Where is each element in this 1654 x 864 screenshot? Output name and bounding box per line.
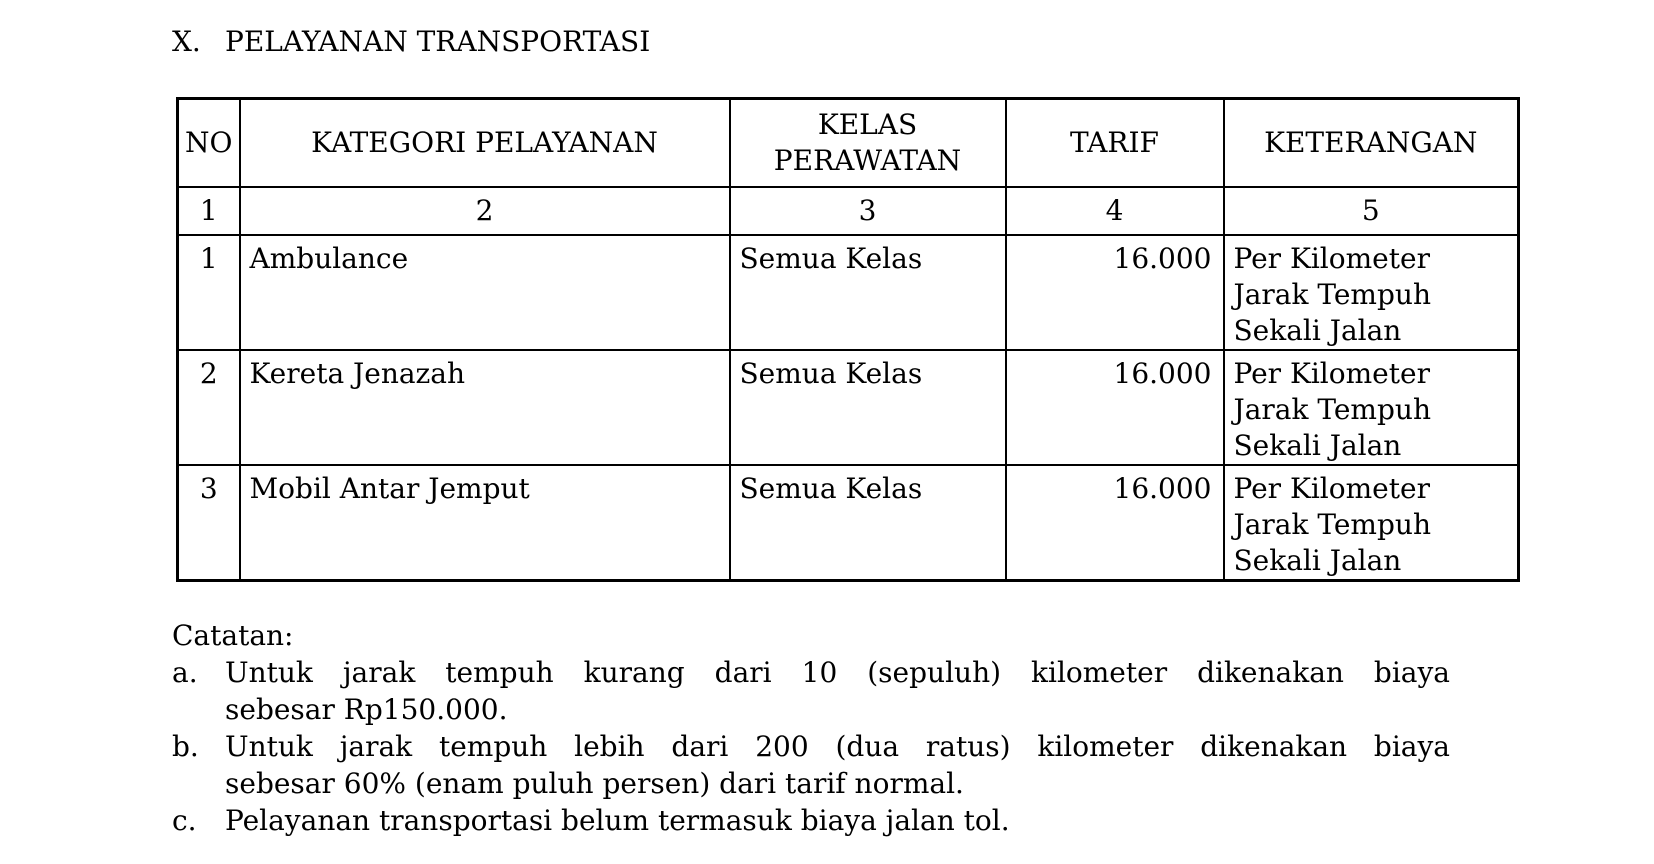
note-body [225, 654, 1450, 728]
table-row [178, 465, 1519, 581]
keterangan-line: Sekali Jalan [1233, 313, 1402, 347]
keterangan-line: Jarak Tempuh [1233, 507, 1431, 541]
header-tarif: TARIF [1006, 99, 1224, 187]
table-header-row [178, 99, 1519, 187]
note-line: sebesar Rp150.000. [225, 693, 508, 726]
keterangan-line: Jarak Tempuh [1233, 277, 1431, 311]
note-item-a [172, 654, 1450, 728]
row-keterangan [1224, 235, 1519, 350]
row-kategori: Mobil Antar Jemput [240, 465, 730, 581]
note-body [225, 802, 1450, 839]
colnum-2: 2 [240, 187, 730, 235]
keterangan-line: Jarak Tempuh [1233, 392, 1431, 426]
row-no: 3 [178, 465, 240, 581]
notes-section [172, 617, 1450, 839]
section-title-text: PELAYANAN TRANSPORTASI [225, 25, 651, 58]
row-kategori: Kereta Jenazah [240, 350, 730, 465]
row-tarif: 16.000 [1006, 350, 1224, 465]
section-numeral: X. [172, 25, 201, 58]
tariff-table [176, 97, 1520, 582]
notes-heading: Catatan: [172, 619, 294, 652]
row-kelas: Semua Kelas [730, 235, 1006, 350]
header-no: NO [178, 99, 240, 187]
keterangan-line: Sekali Jalan [1233, 428, 1402, 462]
note-line: sebesar 60% (enam puluh persen) dari tarif normal. [225, 767, 964, 800]
colnum-5: 5 [1224, 187, 1519, 235]
header-kategori: KATEGORI PELAYANAN [240, 99, 730, 187]
note-body [225, 728, 1450, 802]
section-title [172, 24, 650, 60]
row-no: 2 [178, 350, 240, 465]
keterangan-line: Per Kilometer [1233, 356, 1430, 390]
row-no: 1 [178, 235, 240, 350]
row-kategori: Ambulance [240, 235, 730, 350]
row-keterangan [1224, 350, 1519, 465]
note-item-c [172, 802, 1450, 839]
note-line: Untuk jarak tempuh kurang dari 10 (sepuluh) kilometer dikenakan biaya [225, 656, 1450, 689]
row-tarif: 16.000 [1006, 465, 1224, 581]
note-marker: b. [172, 730, 199, 763]
note-line: Untuk jarak tempuh lebih dari 200 (dua ratus) kilometer dikenakan biaya [225, 730, 1450, 763]
column-number-row [178, 187, 1519, 235]
keterangan-line: Sekali Jalan [1233, 543, 1402, 577]
colnum-3: 3 [730, 187, 1006, 235]
keterangan-line: Per Kilometer [1233, 471, 1430, 505]
colnum-4: 4 [1006, 187, 1224, 235]
note-marker: c. [172, 804, 197, 837]
row-kelas: Semua Kelas [730, 465, 1006, 581]
header-keterangan: KETERANGAN [1224, 99, 1519, 187]
keterangan-line: Per Kilometer [1233, 241, 1430, 275]
row-kelas: Semua Kelas [730, 350, 1006, 465]
row-tarif: 16.000 [1006, 235, 1224, 350]
note-line: Pelayanan transportasi belum termasuk biaya jalan tol. [225, 804, 1010, 837]
table-row [178, 235, 1519, 350]
note-marker: a. [172, 656, 198, 689]
note-item-b [172, 728, 1450, 802]
colnum-1: 1 [178, 187, 240, 235]
row-keterangan [1224, 465, 1519, 581]
header-kelas: KELAS PERAWATAN [730, 99, 1006, 187]
table-row [178, 350, 1519, 465]
